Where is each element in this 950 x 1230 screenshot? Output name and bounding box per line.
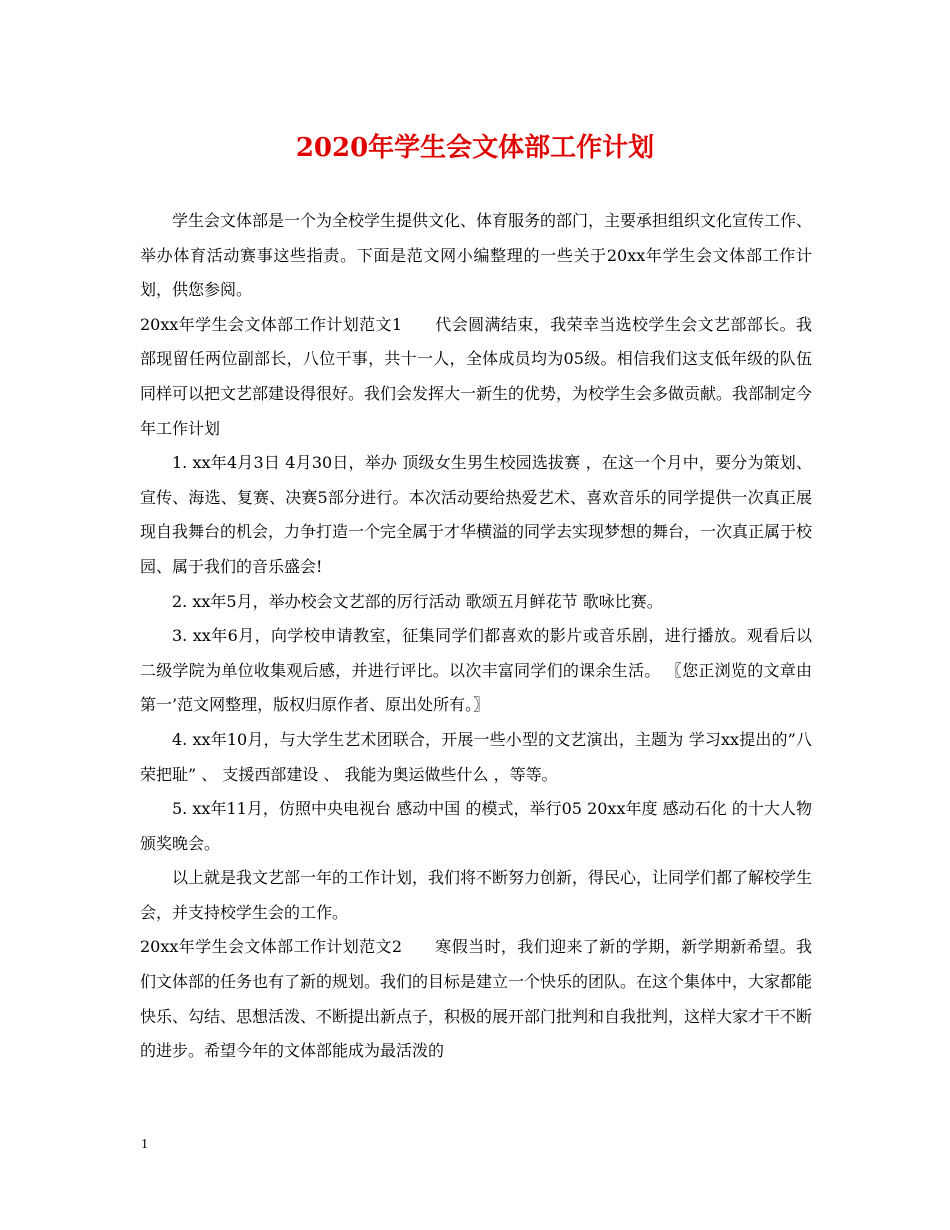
- paragraph-item-3: 3. xx年6月，向学校申请教室，征集同学们都喜欢的影片或音乐剧，进行播放。观看后以二级学院为单位收集观后感，并进行评比。以次丰富同学们的课余生活。 〖您正浏览的文章由第一’范文网整理，版权归原作者、原出处所有。〗: [140, 626, 812, 715]
- paragraph-item-2: 2. xx年5月，举办校会文艺部的厉行活动 歌颂五月鲜花节 歌咏比赛。: [172, 591, 663, 611]
- paragraph-sample-2-intro: 20xx年学生会文体部工作计划范文2 寒假当时，我们迎来了新的学期，新学期新希望。我们文体部的任务也有了新的规划。我们的目标是建立一个快乐的团队。在这个集体中，大家都能快乐、勾结、思想活泼、不断提出新点子，积极的展开部门批判和自我批判，这样大家才干不断的进步。希望今年的文体部能成为最活泼的: [140, 937, 813, 1061]
- document-title: 2020年学生会文体部工作计划: [295, 133, 655, 163]
- paragraph-intro: 学生会文体部是一个为全校学生提供文化、体育服务的部门，主要承担组织文化宣传工作、举办体育活动赛事这些指责。下面是范文网小编整理的一些关于20xx年学生会文体部工作计划，供您参阅。: [140, 211, 813, 300]
- paragraph-item-5: 5. xx年11月，仿照中央电视台 感动中国 的模式，举行05 20xx年度 感动石化 的十大人物颁奖晚会。: [140, 799, 812, 853]
- paragraph-item-1: 1. xx年4月3日 4月30日，举办 顶级女生男生校园选拔赛 ，在这一个月中，要分为策划、宣传、海选、复赛、决赛5部分进行。本次活动要给热爱艺术、喜欢音乐的同学提供一次真正展现自我舞台的机会，力争打造一个完全属于才华横溢的同学去实现梦想的舞台，一次真正属于校园、属于我们的音乐盛会!: [140, 453, 813, 576]
- paragraph-sample-1-intro: 20xx年学生会文体部工作计划范文1 代会圆满结束，我荣幸当选校学生会文艺部部长。我部现留任两位副部长，八位干事，共十一人，全体成员均为05级。相信我们这支低年级的队伍同样可以把文艺部建设得很好。我们会发挥大一新生的优势，为校学生会多做贡献。我部制定今年工作计划: [140, 314, 813, 438]
- paragraph-item-4: 4. xx年10月，与大学生艺术团联合，开展一些小型的文艺演出，主题为 学习xx提出的”八荣把耻” 、 支援西部建设 、 我能为奥运做些什么 ，等等。: [140, 729, 812, 784]
- document-body: [140, 204, 812, 1069]
- page-number: 1: [141, 1137, 148, 1152]
- paragraph-summary: 以上就是我文艺部一年的工作计划，我们将不断努力创新，得民心，让同学们都了解校学生会，并支持校学生会的工作。: [140, 868, 813, 922]
